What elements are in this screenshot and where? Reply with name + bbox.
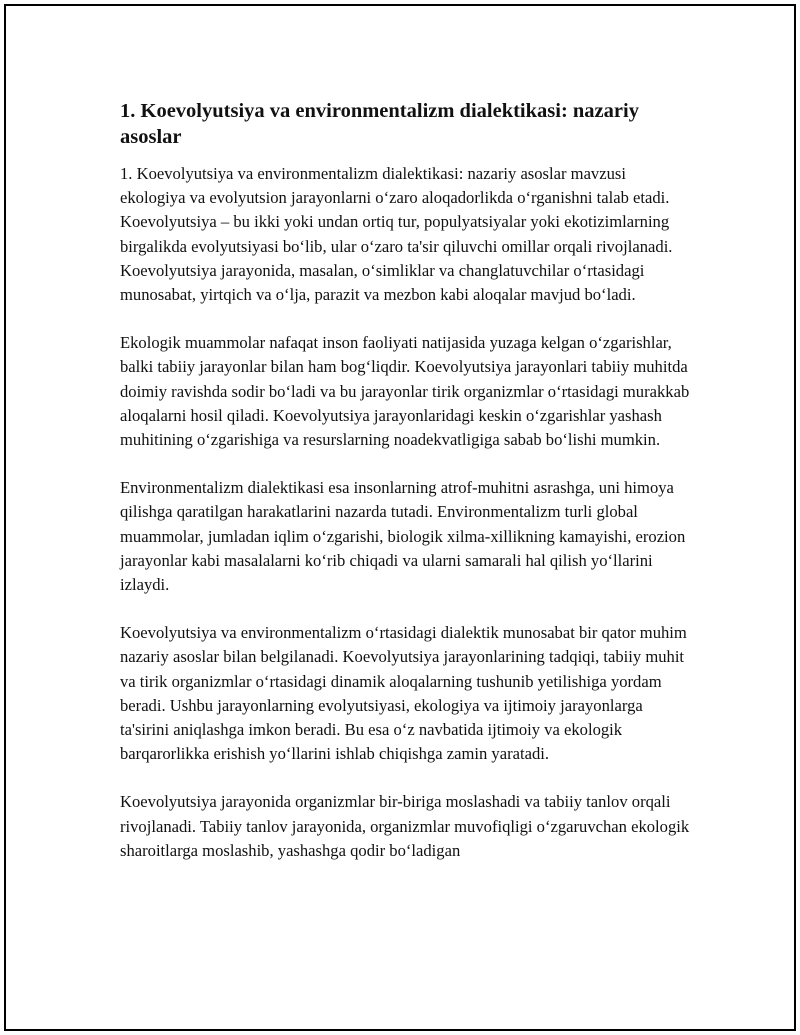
paragraph-1: 1. Koevolyutsiya va environmentalizm dialektikasi: nazariy asoslar mavzusi ekologiya va evolyutsion jarayonlarni o‘zaro aloqadorlikda o‘rganishni talab etadi. Koevolyutsiya – bu ikki yoki undan ortiq tur, populyatsiyalar yoki ekotizimlarning birgalikda evolyutsiyasi bo‘lib, ular o‘zaro ta'sir qiluvchi omillar orqali rivojlanadi. Koevolyutsiya jarayonida, masalan, o‘simliklar va changlatuvchilar o‘rtasidagi munosabat, yirtqich va o‘lja, parazit va mezbon kabi aloqalar mavjud bo‘ladi. [120, 164, 673, 305]
paragraph-4: Koevolyutsiya va environmentalizm o‘rtasidagi dialektik munosabat bir qator muhim nazariy asoslar bilan belgilanadi. Koevolyutsiya jarayonlarining tadqiqi, tabiiy muhit va tirik organizmlar o‘rtasidagi dinamik aloqalarning tushunib yetilishiga yordam beradi. Ushbu jarayonlarning evolyutsiyasi, ekologiya va ijtimoiy jarayonlarga ta'sirini aniqlashga imkon beradi. Bu esa o‘z navbatida ijtimoiy va ekologik barqarorlikka erishish yo‘llarini ishlab chiqishga zamin yaratadi. [120, 623, 687, 764]
page-frame [4, 4, 796, 1031]
paragraph-3: Environmentalizm dialektikasi esa insonlarning atrof-muhitni asrashga, uni himoya qilishga qaratilgan harakatlarini nazarda tutadi. Environmentalizm turli global muammolar, jumladan iqlim o‘zgarishi, biologik xilma-xillikning kamayishi, erozion jarayonlar kabi masalalarni ko‘rib chiqadi va ularni samarali hal qilish yo‘llarini izlaydi. [120, 478, 686, 595]
paragraph-2: Ekologik muammolar nafaqat inson faoliyati natijasida yuzaga kelgan o‘zgarishlar, balki tabiiy jarayonlar bilan ham bog‘liqdir. Koevolyutsiya jarayonlari tabiiy muhitda doimiy ravishda sodir bo‘ladi va bu jarayonlar tirik organizmlar o‘rtasidagi murakkab aloqalarni hosil qiladi. Koevolyutsiya jarayonlaridagi keskin o‘zgarishlar yashash muhitining o‘zgarishiga va resurslarning noadekvatligiga sabab bo‘lishi mumkin. [120, 333, 690, 450]
section-heading: 1. Koevolyutsiya va environmentalizm dialektikasi: nazariy asoslar [120, 100, 639, 148]
paragraph-5: Koevolyutsiya jarayonida organizmlar bir-biriga moslashadi va tabiiy tanlov orqali rivojlanadi. Tabiiy tanlov jarayonida, organizmlar muvofiqligi o‘zgaruvchan ekologik sharoitlarga moslashib, yashashga qodir bo‘ladigan [120, 792, 690, 860]
document-body [120, 98, 692, 887]
